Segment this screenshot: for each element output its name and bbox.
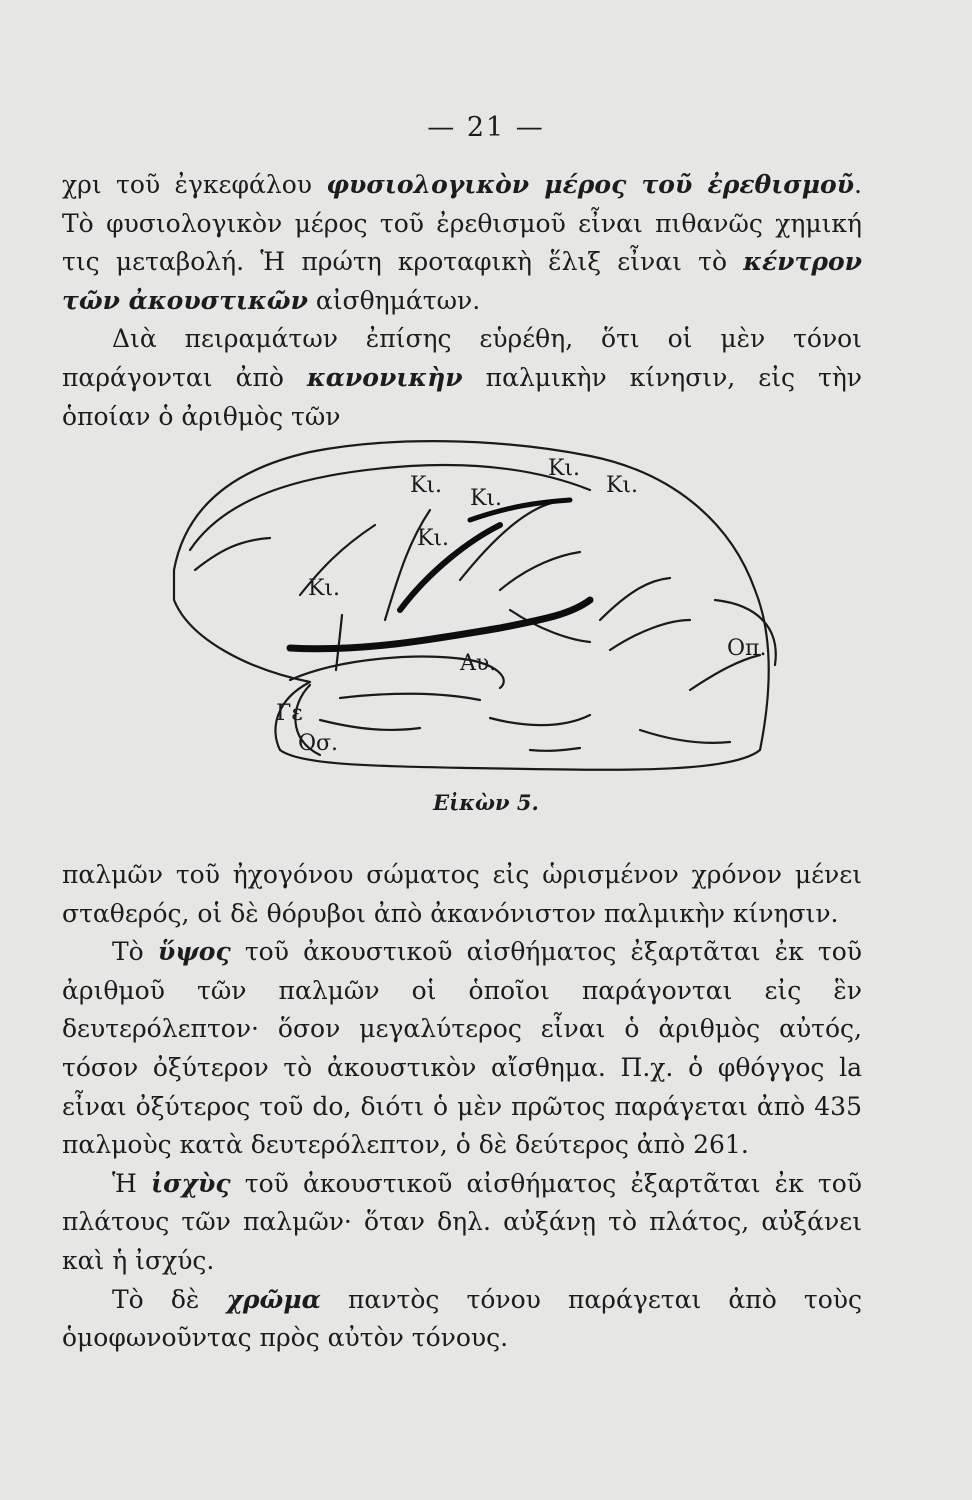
sylvian-fissure xyxy=(290,600,590,649)
text-run: Ἡ xyxy=(112,1168,151,1198)
paragraph-pitch xyxy=(62,933,862,1165)
emphasis-intensity: ἰσχὺς xyxy=(151,1168,231,1198)
inferior-stroke xyxy=(640,730,730,743)
label-op: Οπ. xyxy=(727,636,767,661)
label-ki-4: Κι. xyxy=(606,473,639,498)
top-text-block xyxy=(62,166,862,436)
bottom-text-block xyxy=(62,856,862,1358)
paragraph-intensity xyxy=(62,1165,862,1281)
emphasis-regular: κανονικὴν xyxy=(306,362,463,392)
upper-contour xyxy=(190,465,590,550)
emphasis-pitch: ὕψος xyxy=(157,937,231,967)
text-run: Διὰ πειραμάτων ἐπίσης εὑρέθη, ὅτι οἱ μὲν τόνοι παράγονται ἀπὸ xyxy=(62,324,862,392)
parietal-stroke-2 xyxy=(500,552,580,590)
emphasis-timbre: χρῶμα xyxy=(226,1284,321,1314)
label-ge: Γε xyxy=(276,701,303,726)
occipital-stroke xyxy=(600,578,670,620)
label-ki-5: Κι. xyxy=(417,526,450,551)
text-run: τοῦ ἀκουστικοῦ αἰσθήματος ἐξαρτᾶται ἐκ τοῦ ἀριθμοῦ τῶν παλμῶν οἱ ὁποῖοι παράγονται εἰς ἓν δευτερόλεπτον· ὅσον μεγαλύτερος εἶναι ὁ ἀριθμὸς αὐτός, τόσον ὀξύτερον τὸ ἀκουστικὸν αἴσθημα. Π.χ. ὁ φθόγγος la εἶναι ὀξύτερος τοῦ do, διότι ὁ μὲν πρῶτος παράγεται ἀπὸ 435 παλμοὺς κατὰ δευτερόλεπτον, ὁ δὲ δεύτερος ἀπὸ 261. xyxy=(62,937,862,1160)
label-ki-3: Κι. xyxy=(548,456,581,481)
text-run: . Τὸ φυσιολογικὸν μέρος τοῦ ἐρεθισμοῦ εἶναι πιθανῶς χημική τις μεταβολή. Ἡ πρώτη κροταφικὴ ἕλιξ εἶναι τὸ xyxy=(62,170,862,277)
text-run: χρι τοῦ ἐγκεφάλου xyxy=(62,170,327,199)
occipital-stroke-2 xyxy=(610,620,690,650)
text-run: Τὸ δὲ xyxy=(112,1284,227,1314)
label-ki-1: Κι. xyxy=(410,473,443,498)
text-run: παλμικὴν κίνησιν, εἰς τὴν ὁποίαν ὁ ἀριθμὸς τῶν xyxy=(62,362,862,431)
label-au: Αυ. xyxy=(460,651,497,676)
text-run: τοῦ ἀκουστικοῦ αἰσθήματος ἐξαρτᾶται ἐκ τοῦ πλάτους τῶν παλμῶν· ὅταν δηλ. αὐξάνῃ τὸ πλάτος, αὐξάνει καὶ ἡ ἰσχύς. xyxy=(62,1168,862,1275)
paragraph-continuation xyxy=(62,166,862,320)
emphasis-auditory-center: κέντρον τῶν ἀκουστικῶν xyxy=(62,247,862,315)
text-run: παντὸς τόνου παράγεται ἀπὸ τοὺς ὁμοφωνοῦντας πρὸς αὐτὸν τόνους. xyxy=(62,1284,862,1353)
brain-figure xyxy=(170,430,810,780)
label-ki-2: Κι. xyxy=(470,486,503,511)
frontal-sulcus xyxy=(195,538,270,570)
label-os: Οσ. xyxy=(298,731,339,756)
label-ki-6: Κι. xyxy=(308,576,341,601)
text-run: Τὸ xyxy=(112,937,158,967)
emphasis-physiological-part: φυσιολογικὸν μέρος τοῦ ἐρεθισμοῦ xyxy=(326,170,855,199)
figure-caption: Εἰκὼν 5. xyxy=(433,790,539,815)
brain-diagram xyxy=(170,430,810,780)
text-run: αἰσθημάτων. xyxy=(307,285,481,315)
paragraph-timbre xyxy=(62,1281,862,1358)
temporal-lower xyxy=(490,715,590,725)
short-stroke xyxy=(530,748,580,751)
page-number: — 21 — xyxy=(427,112,545,143)
temporal-gyrus xyxy=(340,694,480,700)
temporal-gyrus-2 xyxy=(320,720,420,730)
vertical-stroke xyxy=(336,615,342,670)
paragraph-pulses: παλμῶν τοῦ ἠχογόνου σώματος εἰς ὡρισμένον χρόνον μένει σταθερός, οἱ δὲ θόρυβοι ἀπὸ ἀκανόνιστον παλμικὴν κίνησιν. xyxy=(62,860,862,928)
paragraph-experiments xyxy=(62,320,862,436)
